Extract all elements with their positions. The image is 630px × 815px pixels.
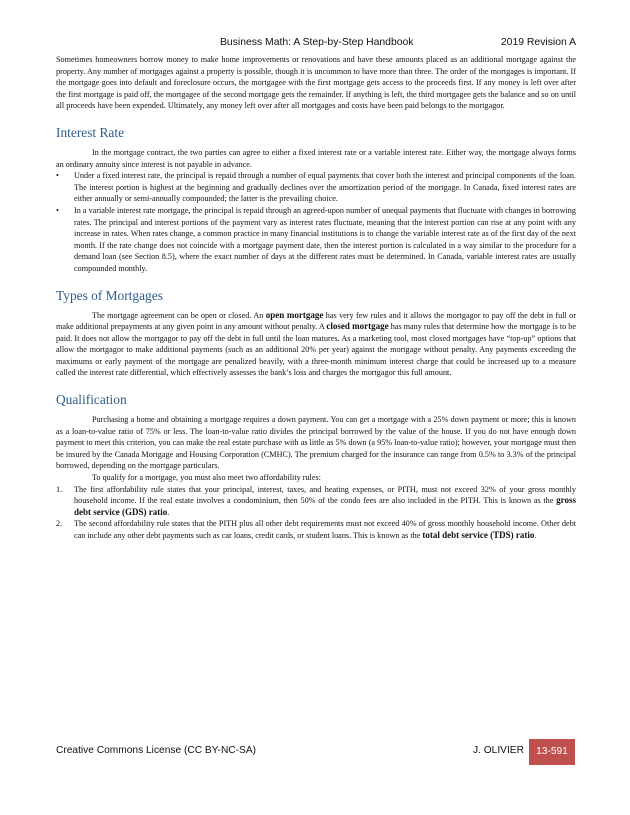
rule-2-end: .: [534, 531, 537, 540]
types-text-3: has many rules that determine how the mortgage is to be paid. It does not allow the mortgagor to pay off the debt in full until the loan matures. As a marketing tool, most closed mortgages have “top-up” options that allow the mortgagor to make additional payments (such as an additional 20% per year) against the mortgage without penalty. Any payments exceeding the maximums or early payment of the mortgage are penalized heavily, with a three-month minimum interest charge that could be increased up to a measure called the interest rate differential, which effectively assesses the bank’s loss and charges the mortgagor this full amount.: [56, 322, 576, 378]
heading-qualification: Qualification: [56, 392, 127, 408]
heading-interest-rate: Interest Rate: [56, 124, 125, 140]
revision-label: 2019 Revision A: [500, 37, 576, 48]
types-text-1: The mortgage agreement can be open or closed. An: [92, 310, 266, 320]
term-gds-ratio: gross debt service (GDS) ratio: [74, 495, 576, 517]
list-item: [56, 518, 576, 541]
rule-2-text: [74, 519, 576, 540]
interest-paragraph: In the mortgage contract, the two parties can agree to either a fixed interest rate or a variable interest rate. Either way, the mortgage always forms an ordinary annuity since interest is not payable in advance.: [56, 147, 576, 169]
interest-bullet-list: [56, 170, 576, 274]
list-number: 1.: [56, 484, 63, 494]
book-title: Business Math: A Step-by-Step Handbook: [220, 37, 414, 48]
qualification-paragraph-2: To qualify for a mortgage, you must also meet two affordability rules:: [92, 473, 321, 483]
page-content: [56, 54, 576, 542]
bullet-text-variable: In a variable interest rate mortgage, the principal is repaid through an agreed-upon number of unequal payments that fluctuate with changes in borrowing rates. The principal and interest portions of the payment vary as interest rates fluctuate, meaning that the interest portion can rise at any point with any increase in rates. When rates change, a common practice in many financial institutions is to change the variable interest rate as of the first day of the next month. If the rate change does not coincide with a mortgage payment date, then the interest portion is calculated in a way similar to the procedure for a demand loan (see Section 8.5), where the exact number of days at the different rates must be determined. In Canada, variable interest rates are usually compounded monthly.: [74, 205, 576, 273]
term-tds-ratio: total debt service (TDS) ratio: [422, 530, 535, 540]
heading-types-of-mortgages: Types of Mortgages: [56, 287, 163, 303]
rule-1-text: [74, 485, 576, 517]
bullet-text-fixed: Under a fixed interest rate, the principal is repaid through a number of equal payments that cover both the interest and principal components of the loan. The interest portion is highest at the beginning and gradually declines over the amortization period of the mortgage. In Canada, fixed interest rates are either annually or semi-annually compounded; the latter is the prevailing choice.: [74, 171, 576, 204]
rule-1-end: .: [167, 507, 170, 517]
intro-paragraph: Sometimes homeowners borrow money to make home improvements or renovations and have these amounts placed as an additional mortgage against the property. Any number of mortgages against a property is possible, though it is uncommon to have more than three. The order of the mortgages is important. If the mortgage goes into default and foreclosure occurs, the mortgagee with the first mortgage gets access to the proceeds first. If any money is left over after the first mortgage is paid off, the mortgagee of the second mortgage gets the remainder. If anything is left, the third mortgagee gets the balance and so on until all proceeds have been expended. Ultimately, any money left over after all mortgages and costs have been paid belongs to the mortgagor.: [56, 55, 576, 111]
qualification-paragraph-1: Purchasing a home and obtaining a mortgage requires a down payment. You can get a mortgage with a 25% down payment or more; this is known as a loan-to-value ratio of 75% or less. The loan-to-value ratio divides the principal borrowed by the value of the house. If you do not have enough down payment to meet this criterion, you can make the real estate purchase with as little as 5% down (a 95% loan-to-value ratio); however, your mortgage must then be insured by the Canada Mortgage and Housing Corporation (CMHC). The premium charged for the insurance can range from 0.5% to 3.3% of the principal borrowed, depending on the mortgage particulars.: [56, 415, 576, 471]
page-header: [56, 37, 576, 51]
term-closed-mortgage: closed mortgage: [326, 321, 389, 332]
types-paragraph: [56, 310, 576, 380]
bullet-mark: •: [56, 171, 59, 181]
bullet-mark: •: [56, 205, 59, 215]
list-item: [56, 170, 576, 205]
types-text-2: has very few rules and it allows the mortgagor to pay off the debt in full or make additional prepayments at any given point in any amount without penalty. A: [56, 310, 576, 332]
page-number-badge: 13-591: [529, 739, 575, 765]
rule-2-body: The second affordability rule states that the PITH plus all other debt requirements must not exceed 40% of gross monthly household income. Other debt can include any other debt payments such as car loans, credit cards, or student loans. This is known as the: [74, 519, 576, 540]
term-open-mortgage: open mortgage: [265, 309, 324, 320]
list-item: [56, 205, 576, 275]
license-text: Creative Commons License (CC BY-NC-SA): [56, 745, 257, 756]
list-number: 2.: [56, 519, 63, 529]
list-item: [56, 484, 576, 519]
rule-1-body: The first affordability rule states that your principal, interest, taxes, and heating expenses, or PITH, must not exceed 32% of your gross monthly household income. If the real estate involves a condominium, then 50% of the condo fees are also included in the PITH. This is known as the: [74, 484, 576, 506]
author-name: J. OLIVIER: [473, 745, 524, 756]
page-footer: [56, 739, 575, 765]
affordability-rules-list: [56, 484, 576, 542]
